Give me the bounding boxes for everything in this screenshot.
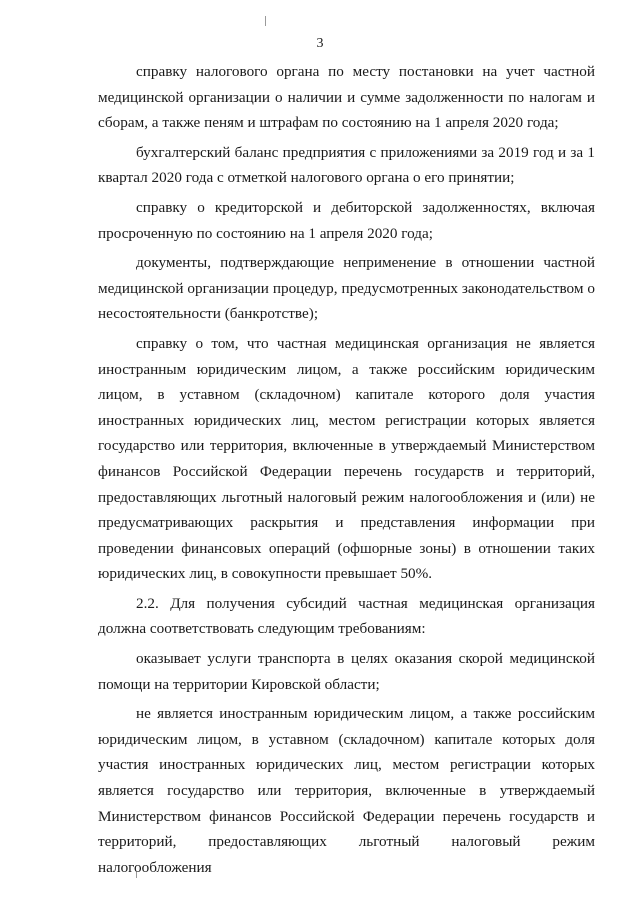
paragraph-section-2-2: 2.2. Для получения субсидий частная медицинская организация должна соответствовать следующим требованиям: [98,594,595,638]
paragraph-balance-sheet: бухгалтерский баланс предприятия с приложениями за 2019 год и за 1 квартал 2020 года с отметкой налогового органа о его принятии; [98,143,595,187]
document-body [98,59,595,880]
paragraph-transport-services: оказывает услуги транспорта в целях оказания скорой медицинской помощи на территории Кировской области; [98,650,595,693]
paragraph-debt-certificate: справку о кредиторской и дебиторской задолженностях, включая просроченную по состоянию на 1 апреля 2020 года; [98,198,595,242]
paragraph-tax-certificate: справку налогового органа по месту постановки на учет частной медицинской организации о наличии и сумме задолженности по налогам и сборам, а также пеням и штрафам по состоянию на 1 апреля 2020 года; [98,63,595,132]
scan-mark-top [265,16,266,26]
paragraph-not-foreign-entity: не является иностранным юридическим лицом, а также российским юридическим лицом, в уставном (складочном) капитале которых доля участия иностранных юридических лиц, местом регистрации которых является государство или территория, включенные в утверждаемый Министерством финансов Российской Федерации перечень государств и территорий, предоставляющих льготный налоговый режим налогообложения [98,705,595,876]
paragraph-foreign-entity-certificate: справку о том, что частная медицинская организация не является иностранным юридическим лицом, а также российским юридическим лицом, в уставном (складочном) капитале которого доля участия иностранных юридических лиц, местом регистрации которых является государство или территория, включенные в утверждаемый Министерством финансов Российской Федерации перечень государств и территорий, предоставляющих льготный налоговый режим налогообложения и (или) не предусматривающих раскрытия и представления информации при проведении финансовых операций (офшорные зоны) в отношении таких юридических лиц, в совокупности превышает 50%. [98,334,595,583]
paragraph-bankruptcy-documents: документы, подтверждающие неприменение в отношении частной медицинской организации процедур, предусмотренных законодательством о несостоятельности (банкротстве); [98,254,595,323]
page-number: 3 [316,36,324,51]
